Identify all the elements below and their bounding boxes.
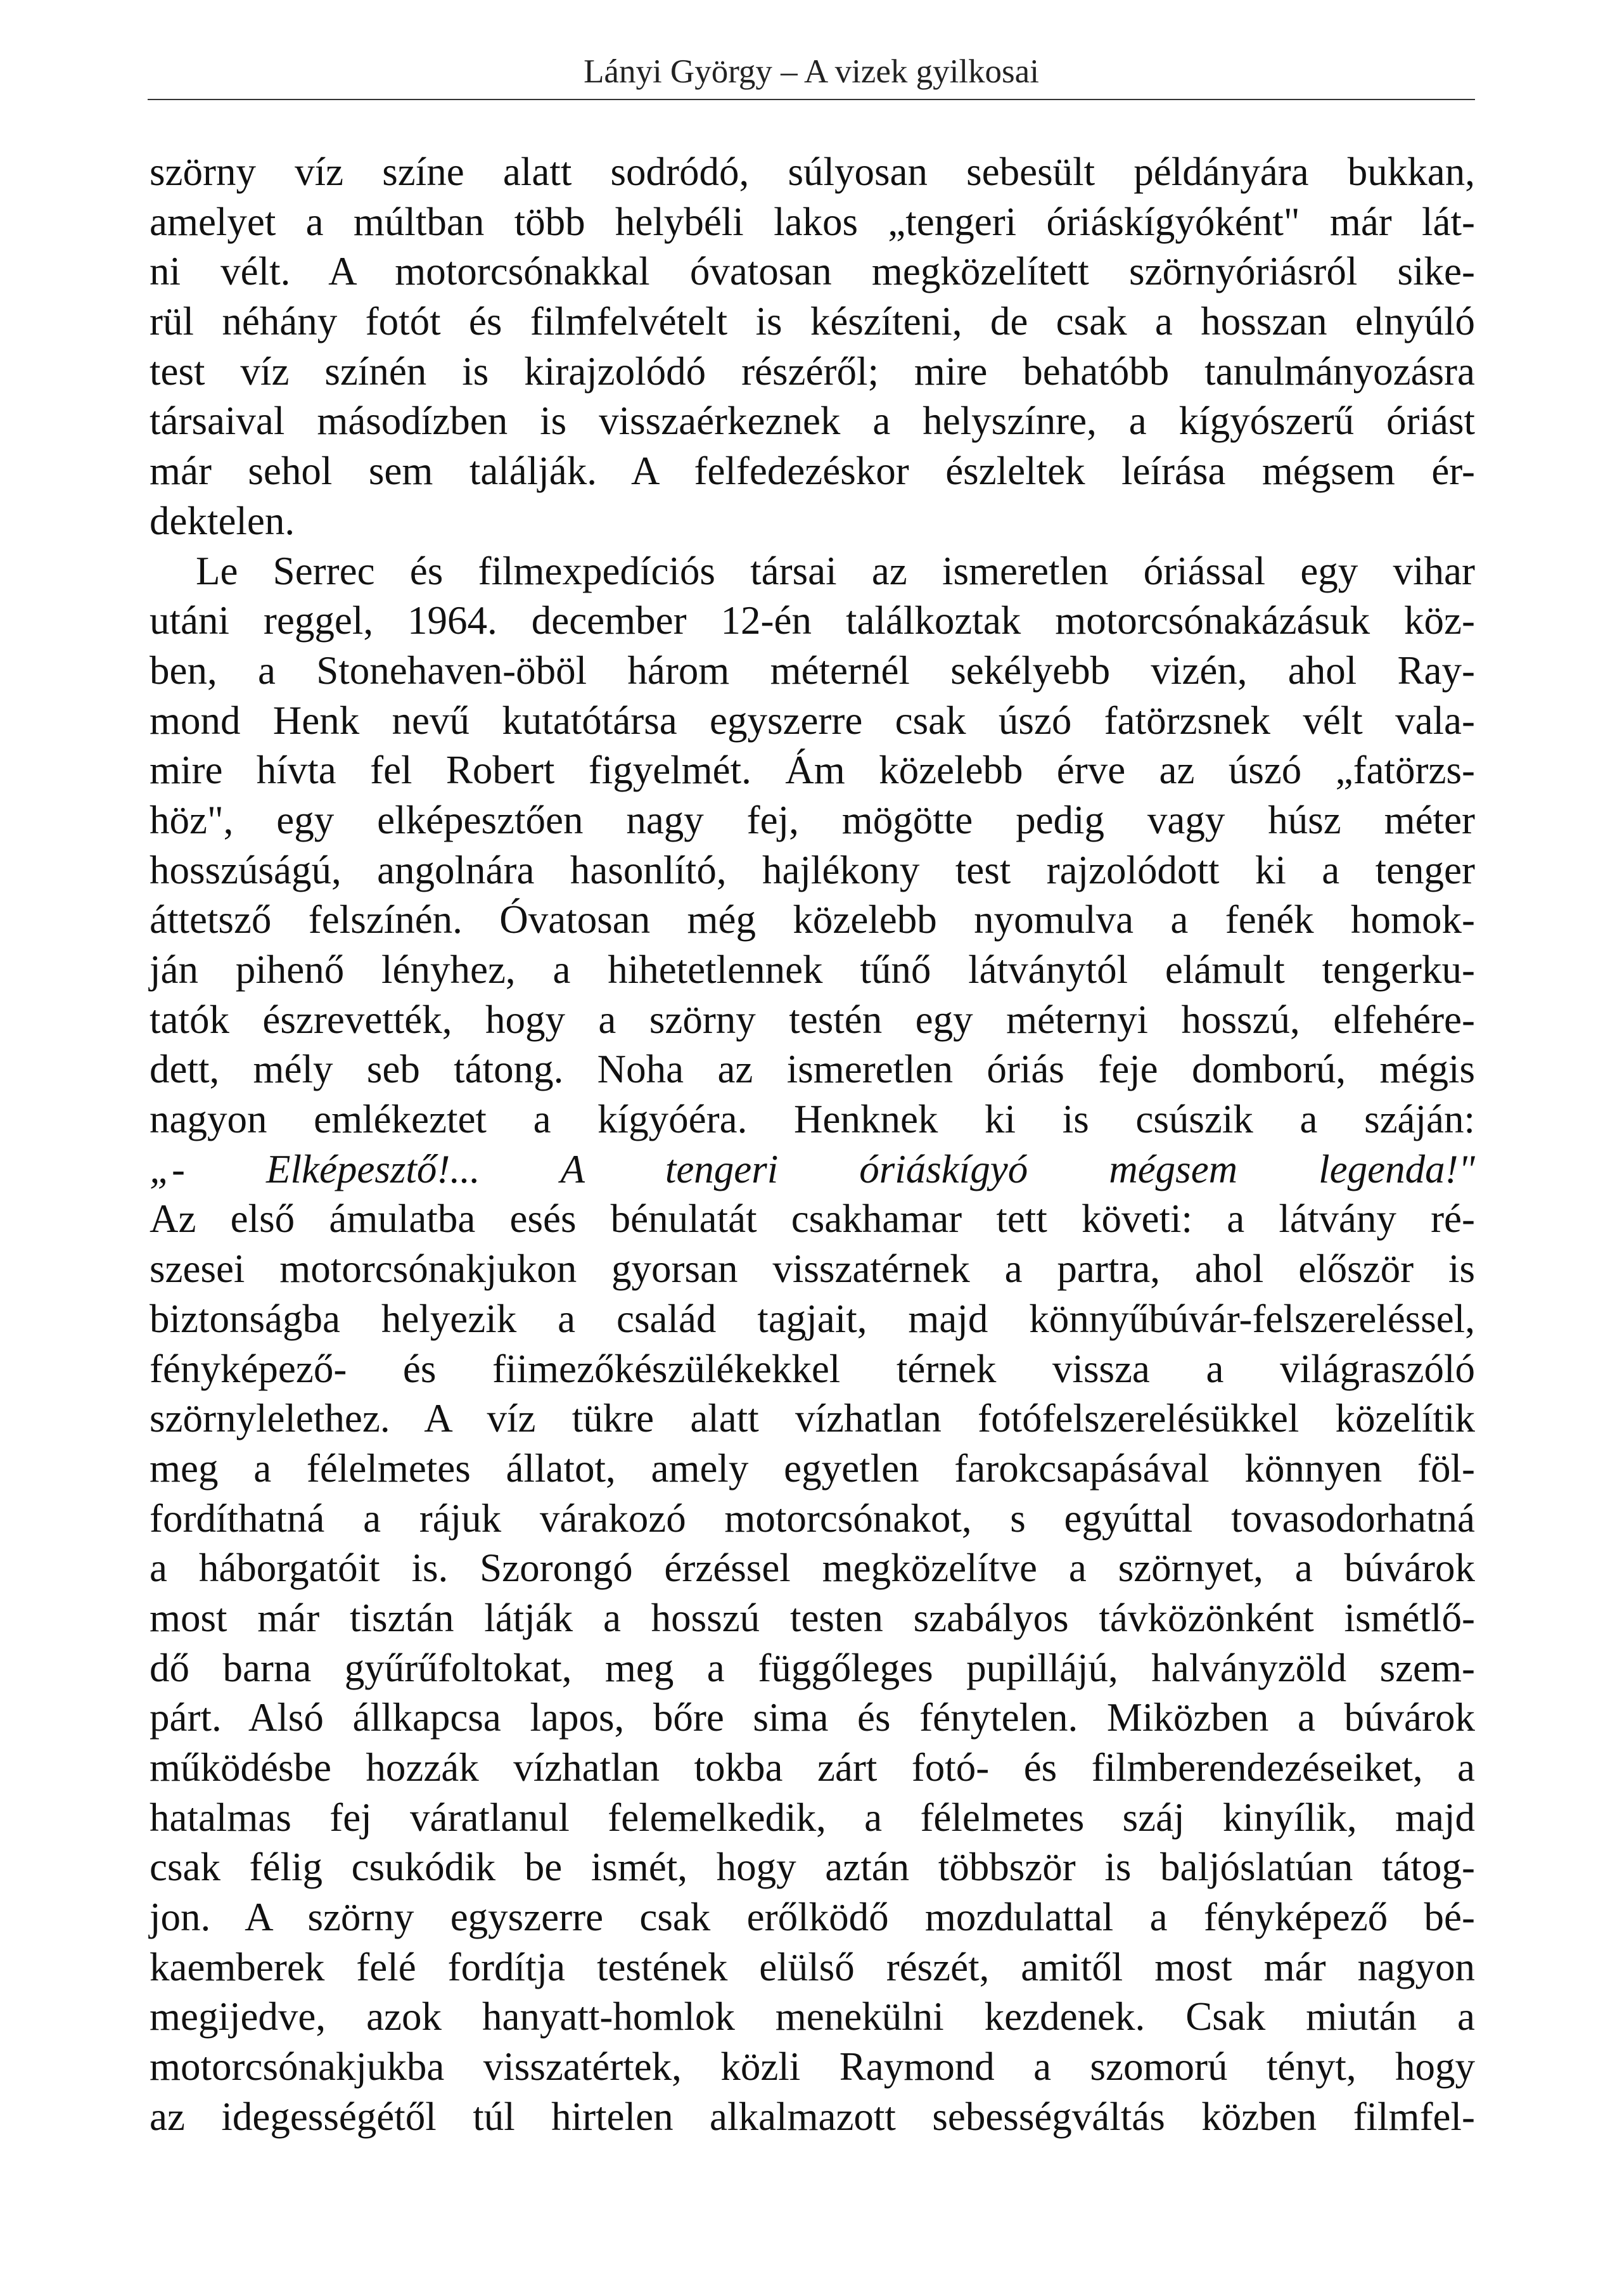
- text-line: ján pihenő lényhez, a hihetetlennek tűnő látványtól elámult tengerku-: [150, 947, 1475, 992]
- text-line: ben, a Stonehaven-öböl három méternél sekélyebb vizén, ahol Ray-: [150, 648, 1475, 693]
- text-line: hosszúságú, angolnára hasonlító, hajlékony test rajzolódott ki a tenger: [150, 847, 1475, 892]
- text-line: tatók észrevették, hogy a szörny testén egy méternyi hosszú, elfehére-: [150, 997, 1475, 1042]
- text-line: fényképező- és fiimezőkészülékekkel térnek vissza a világraszóló: [150, 1346, 1475, 1391]
- text-line: meg a félelmetes állatot, amely egyetlen farokcsapásával könnyen föl-: [150, 1446, 1475, 1491]
- text-line: működésbe hozzák vízhatlan tokba zárt fotó- és filmberendezéseiket, a: [150, 1745, 1475, 1790]
- text-line: utáni reggel, 1964. december 12-én találkoztak motorcsónakázásuk köz-: [150, 598, 1475, 643]
- text-line: dett, mély seb tátong. Noha az ismeretlen óriás feje domború, mégis: [150, 1047, 1475, 1092]
- text-line: az idegességétől túl hirtelen alkalmazott sebességváltás közben filmfel-: [150, 2094, 1475, 2139]
- text-line: mond Henk nevű kutatótársa egyszerre csak úszó fatörzsnek vélt vala-: [150, 698, 1475, 743]
- text-line: szesei motorcsónakjukon gyorsan visszatérnek a partra, ahol először is: [150, 1247, 1475, 1292]
- text-line: motorcsónakjukba visszatértek, közli Raymond a szomorú tényt, hogy: [150, 2044, 1475, 2089]
- text-line: fordíthatná a rájuk várakozó motorcsónakot, s egyúttal tovasodorhatná: [150, 1496, 1475, 1541]
- text-line: már sehol sem találják. A felfedezéskor észleltek leírása mégsem ér-: [150, 449, 1475, 494]
- paragraph-start-line: Le Serrec és filmexpedíciós társai az ismeretlen óriással egy vihar: [196, 548, 1475, 593]
- text-line: rül néhány fotót és filmfelvételt is készíteni, de csak a hosszan elnyúló: [150, 299, 1475, 344]
- text-line: nagyon emlékeztet a kígyóéra. Henknek ki is csúszik a száján:: [150, 1097, 1475, 1142]
- text-line: jon. A szörny egyszerre csak erőlködő mozdulattal a fényképező bé-: [150, 1895, 1475, 1940]
- text-line: höz", egy elképesztően nagy fej, mögötte pedig vagy húsz méter: [150, 797, 1475, 842]
- text-line: mire hívta fel Robert figyelmét. Ám közelebb érve az úszó „fatörzs-: [150, 748, 1475, 793]
- body-text: [150, 147, 1475, 2142]
- text-line: hatalmas fej váratlanul felemelkedik, a félelmetes száj kinyílik, majd: [150, 1795, 1475, 1840]
- text-line: test víz színén is kirajzolódó részéről; mire behatóbb tanulmányozásra: [150, 349, 1475, 394]
- text-line: csak félig csukódik be ismét, hogy aztán többször is baljóslatúan tátog-: [150, 1845, 1475, 1890]
- text-line: Az első ámulatba esés bénulatát csakhamar tett követi: a látvány ré-: [150, 1196, 1475, 1241]
- text-line: most már tisztán látják a hosszú testen szabályos távközönként ismétlő-: [150, 1595, 1475, 1640]
- text-line: párt. Alsó állkapcsa lapos, bőre sima és fénytelen. Miközben a búvárok: [150, 1695, 1475, 1740]
- text-line: amelyet a múltban több helybéli lakos „tengeri óriáskígyóként" már lát-: [150, 199, 1475, 244]
- text-line: a háborgatóit is. Szorongó érzéssel megközelítve a szörnyet, a búvárok: [150, 1546, 1475, 1591]
- paragraph-end-line: dektelen.: [150, 498, 295, 543]
- quote-line: „- Elképesztő!... A tengeri óriáskígyó mégsem legenda!": [150, 1146, 1475, 1191]
- text-line: szörnylelethez. A víz tükre alatt vízhatlan fotófelszerelésükkel közelítik: [150, 1396, 1475, 1441]
- text-line: szörny víz színe alatt sodródó, súlyosan sebesült példányára bukkan,: [150, 150, 1475, 194]
- text-line: társaival másodízben is visszaérkeznek a helyszínre, a kígyószerű óriást: [150, 399, 1475, 444]
- text-line: biztonságba helyezik a család tagjait, majd könnyűbúvár-felszereléssel,: [150, 1296, 1475, 1341]
- text-line: áttetsző felszínén. Óvatosan még közelebb nyomulva a fenék homok-: [150, 897, 1475, 942]
- text-line: dő barna gyűrűfoltokat, meg a függőleges pupillájú, halványzöld szem-: [150, 1645, 1475, 1690]
- text-line: megijedve, azok hanyatt-homlok menekülni kezdenek. Csak miután a: [150, 1994, 1475, 2039]
- running-header: Lányi György – A vizek gyilkosai: [148, 44, 1475, 100]
- text-line: kaemberek felé fordítja testének elülső részét, amitől most már nagyon: [150, 1944, 1475, 1989]
- text-line: ni vélt. A motorcsónakkal óvatosan megközelített szörnyóriásról sike-: [150, 249, 1475, 294]
